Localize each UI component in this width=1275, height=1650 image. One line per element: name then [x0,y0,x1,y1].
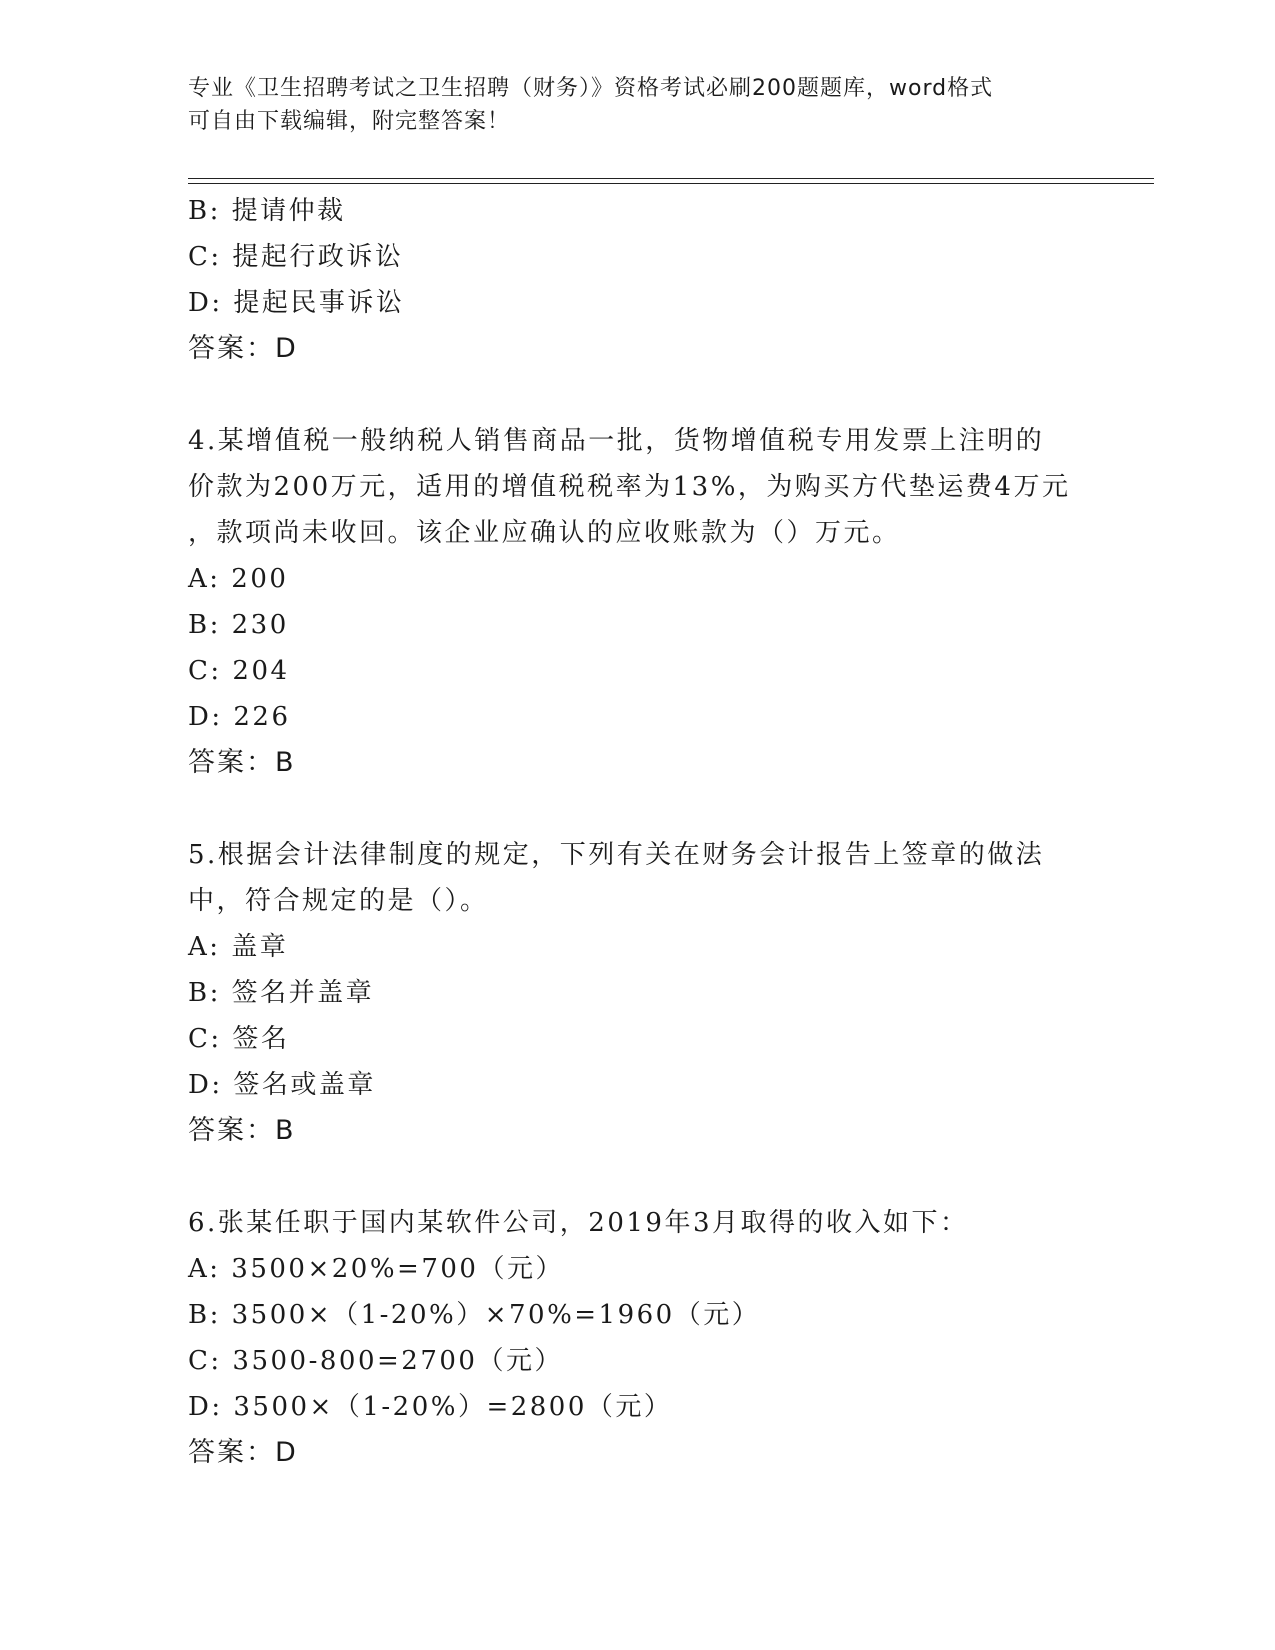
question-stem-line: 价款为200万元，适用的增值税税率为13%，为购买方代垫运费4万元 [188,472,1071,502]
document-header [188,72,1088,138]
header-line-1: 专业《卫生招聘考试之卫生招聘（财务）》资格考试必刷200题题库，word格式 [188,76,994,101]
question-stem-line: 6.张某任职于国内某软件公司，2019年3月取得的收入如下： [188,1208,969,1238]
option-c: C: 3500-800=2700（元） [188,1346,563,1376]
option-b: B: 230 [188,610,289,640]
option-c: C: 签名 [188,1024,290,1054]
question-stem-line: 4.某增值税一般纳税人销售商品一批，货物增值税专用发票上注明的 [188,426,1045,456]
option-b: B: 3500×（1-20%）×70%=1960（元） [188,1300,761,1330]
option-b: B: 提请仲裁 [188,196,346,226]
header-line-2: 可自由下载编辑，附完整答案！ [188,109,511,134]
option-d: D: 3500×（1-20%）=2800（元） [188,1392,673,1422]
option-d: D: 226 [188,702,291,732]
answer-line: 答案：D [188,1437,298,1468]
option-a: A: 盖章 [188,932,289,962]
answer-line: 答案：B [188,1115,296,1146]
header-divider-top [188,178,1154,179]
option-d: D: 签名或盖章 [188,1070,376,1100]
answer-line: 答案：D [188,333,298,364]
question-3-partial [188,188,1088,372]
option-a: A: 200 [188,564,289,594]
option-a: A: 3500×20%=700（元） [188,1254,564,1284]
question-4 [188,418,1088,786]
option-b: B: 签名并盖章 [188,978,375,1008]
question-stem-line: 5.根据会计法律制度的规定，下列有关在财务会计报告上签章的做法 [188,840,1045,870]
option-c: C: 提起行政诉讼 [188,242,404,272]
question-stem-line: 中，符合规定的是（）。 [188,886,489,916]
question-6 [188,1200,1088,1476]
document-body [188,188,1088,1476]
option-d: D: 提起民事诉讼 [188,288,405,318]
question-5 [188,832,1088,1154]
answer-line: 答案：B [188,747,296,778]
question-stem-line: ，款项尚未收回。该企业应确认的应收账款为（）万元。 [188,518,901,548]
option-c: C: 204 [188,656,290,686]
header-divider-bottom [188,183,1154,184]
